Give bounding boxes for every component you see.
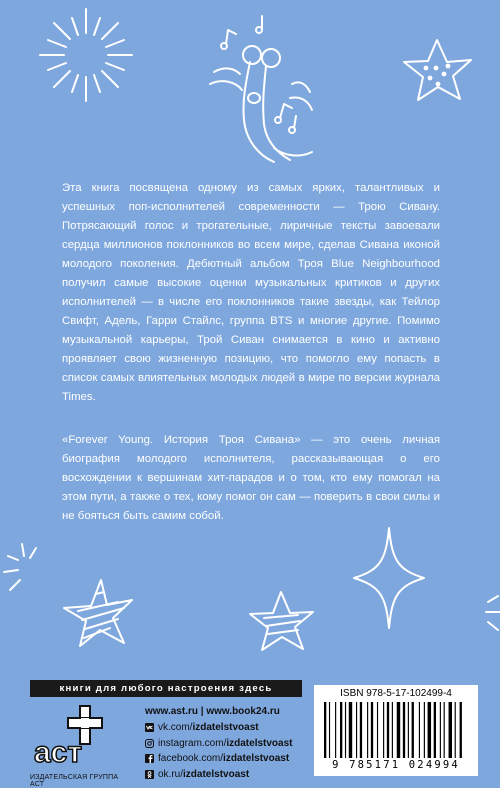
isbn-barcode-box bbox=[314, 685, 478, 776]
dotted-star-icon bbox=[404, 40, 471, 100]
barcode-bar bbox=[408, 702, 409, 758]
facebook-prefix: facebook.com/ bbox=[158, 753, 224, 764]
annotation-text-2: «Forever Young. История Троя Сивана» — это очень личная биография молодого исполнителя, рассказывающая о его восхождении к вершинам хит-парадов и о том, кто ему помогал на этом пути, а также о тех, кому помог он сам — поверить в свои силы и не бояться быть самим собой. bbox=[62, 434, 440, 522]
barcode-bar bbox=[412, 702, 414, 758]
small-firework-icon bbox=[4, 544, 36, 590]
annotation-paragraph-2 bbox=[62, 431, 440, 526]
firework-icon bbox=[40, 9, 132, 101]
barcode-bar bbox=[428, 702, 431, 758]
barcode-bar bbox=[449, 702, 452, 758]
facebook-icon bbox=[145, 754, 154, 763]
instagram-handle: izdatelstvoast bbox=[226, 737, 293, 749]
barcode-bar bbox=[392, 702, 393, 758]
social-link-facebook[interactable] bbox=[145, 752, 293, 765]
vk-handle: izdatelstvoast bbox=[192, 722, 259, 733]
barcode-bar bbox=[455, 702, 456, 758]
barcode-bar bbox=[419, 702, 420, 758]
barcode-bar bbox=[403, 702, 405, 758]
annotation-paragraph-1 bbox=[62, 179, 440, 407]
barcode-bar bbox=[329, 702, 330, 758]
small-striped-star-icon bbox=[250, 592, 313, 650]
barcode-bar bbox=[340, 702, 342, 758]
publisher-links bbox=[145, 706, 293, 783]
barcode-bar bbox=[371, 702, 373, 758]
earphones-music-icon bbox=[210, 16, 312, 162]
barcode-bar bbox=[440, 702, 441, 758]
odnoklassniki-icon bbox=[145, 770, 154, 779]
sparkle-star-icon bbox=[354, 528, 424, 628]
annotation-text-1: Эта книга посвящена одному из самых ярких, талантливых и успешных поп-исполнителей современности — Трою Сивану. Потрясающий голос и трогательные, лиричные тексты завоевали сердца миллионов поклонников во всем мире, сделав Сивана иконой молодого поколения. Дебютный альбом Троя Blue Neighbourhood получил самые высокие оценки музыкальных критиков и других исполнителей — в числе его поклонников такие звезды, как Тейлор Свифт, Адель, Гарри Стайлс, группа BTS и многие другие. Помимо музыкальной карьеры, Трой Сиван снимается в кино и активно проявляет свою жизненную позицию, что помогло ему попасть в список самых влиятельных молодых людей в мире по версии журнала Times. bbox=[62, 182, 440, 403]
barcode-bar bbox=[460, 702, 462, 758]
barcode-bar bbox=[367, 702, 368, 758]
ast-logo-icon bbox=[30, 704, 112, 770]
logo-mark: аст bbox=[34, 736, 83, 769]
tagline-banner: книги для любого настроения здесь bbox=[30, 680, 302, 697]
publisher-logo bbox=[30, 704, 119, 788]
publisher-footer bbox=[0, 672, 500, 788]
instagram-icon bbox=[145, 739, 154, 748]
barcode-bar bbox=[345, 702, 346, 758]
social-link-ok[interactable] bbox=[145, 768, 293, 781]
barcode-bar bbox=[387, 702, 389, 758]
facebook-handle: izdatelstvoast bbox=[223, 753, 290, 764]
barcode-digits: 9 785171 024994 bbox=[332, 759, 460, 771]
vk-icon bbox=[145, 723, 154, 732]
ok-prefix: ok.ru/ bbox=[158, 768, 184, 780]
barcode-bar bbox=[324, 702, 326, 758]
edge-sparkle-icon bbox=[486, 596, 500, 630]
barcode-bar bbox=[356, 702, 357, 758]
barcode-bar bbox=[397, 702, 400, 758]
isbn-number: ISBN 978-5-17-102499-4 bbox=[340, 688, 452, 699]
social-link-vk[interactable] bbox=[145, 721, 293, 734]
social-link-instagram[interactable] bbox=[145, 737, 293, 750]
barcode-bar bbox=[434, 702, 436, 758]
ok-handle: izdatelstvoast bbox=[183, 768, 250, 780]
barcode-bar bbox=[444, 702, 445, 758]
website-links[interactable]: www.ast.ru | www.book24.ru bbox=[145, 706, 280, 717]
barcode-bar bbox=[377, 702, 378, 758]
instagram-prefix: instagram.com/ bbox=[158, 737, 227, 749]
striped-star-icon bbox=[64, 580, 132, 646]
logo-caption: ИЗДАТЕЛЬСКАЯ ГРУППА АСТ bbox=[30, 774, 119, 788]
barcode-bar bbox=[335, 702, 336, 758]
vk-prefix: vk.com/ bbox=[158, 722, 193, 733]
barcode-bar bbox=[360, 702, 362, 758]
barcode-icon bbox=[322, 702, 470, 758]
barcode-bar bbox=[383, 702, 384, 758]
barcode-bar bbox=[349, 702, 352, 758]
barcode-bar bbox=[424, 702, 425, 758]
